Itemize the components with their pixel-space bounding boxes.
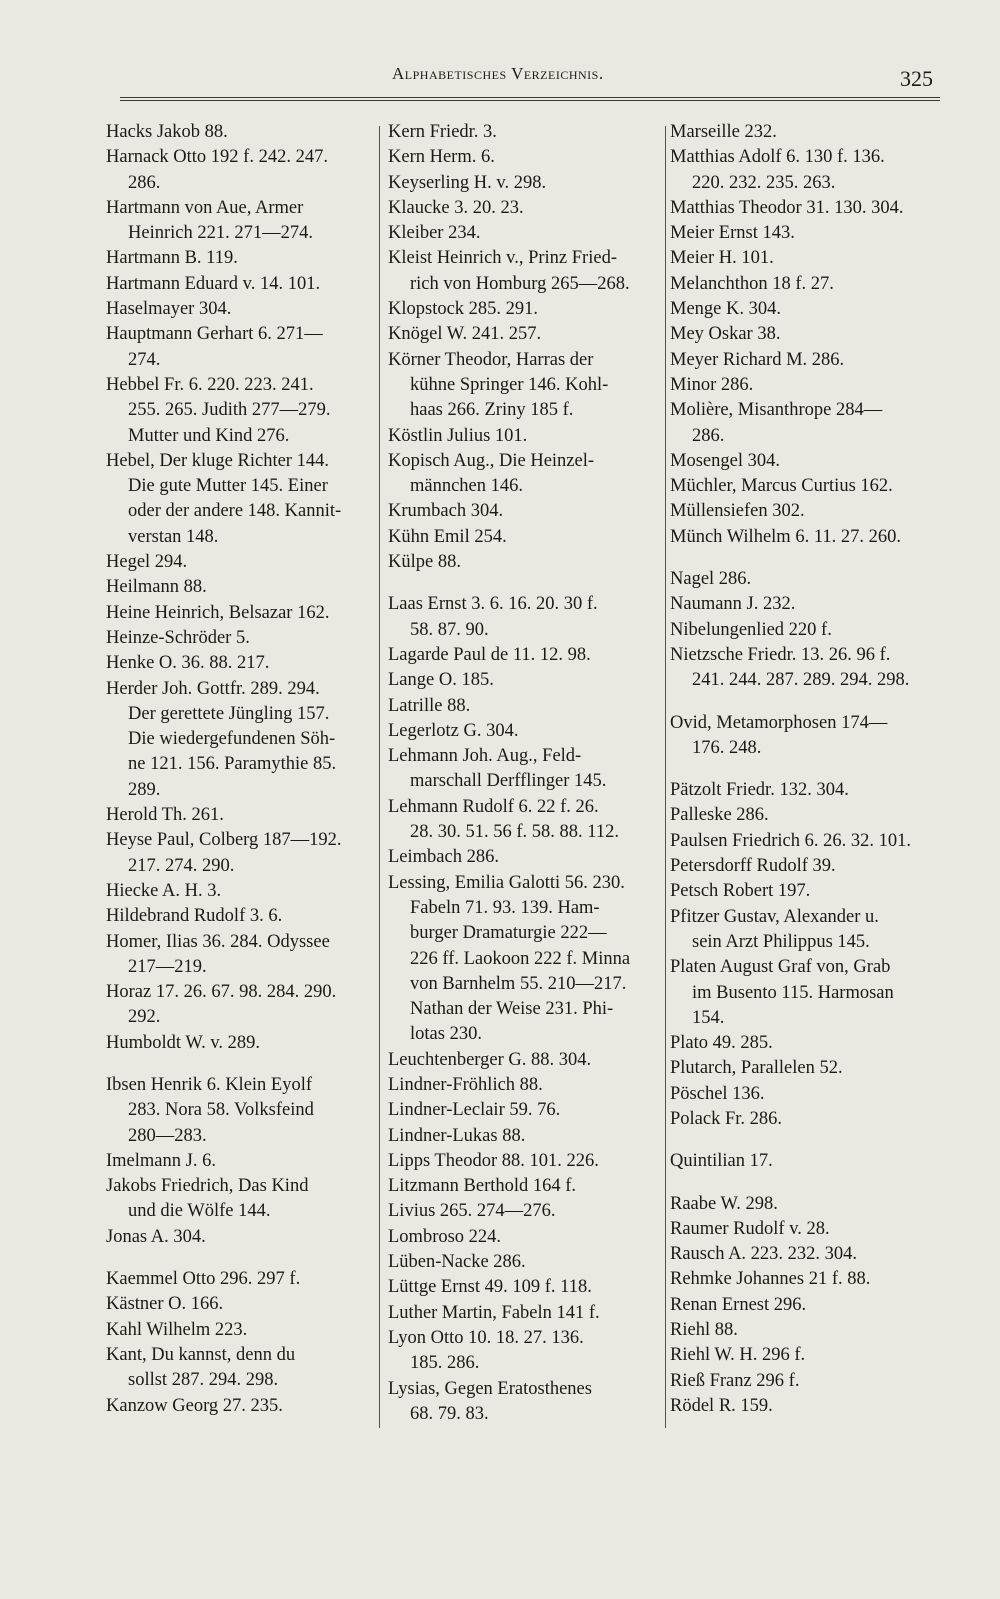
index-column-3 [670, 120, 942, 1419]
index-entry: Kanzow Georg 27. 235. [106, 1395, 283, 1416]
index-entry-continuation: 292. [128, 1007, 161, 1028]
index-entry: Jakobs Friedrich, Das Kind [106, 1176, 309, 1197]
index-entry-continuation: 226 ff. Laokoon 222 f. Minna [410, 948, 631, 969]
index-entry-continuation: 286. [128, 172, 161, 193]
index-entry: Quintilian 17. [670, 1151, 773, 1172]
index-entry: Kern Friedr. 3. [388, 122, 497, 142]
index-entry-continuation: und die Wölfe 144. [128, 1201, 271, 1222]
index-column-1 [106, 120, 374, 1419]
index-entry: Hegel 294. [106, 552, 188, 573]
index-entry: Lindner-Fröhlich 88. [388, 1074, 543, 1095]
index-entry-continuation: Der gerettete Jüngling 157. [128, 703, 330, 724]
index-entry: Nibelungenlied 220 f. [670, 619, 832, 640]
index-entry: Renan Ernest 296. [670, 1294, 807, 1315]
index-entry-continuation: lotas 230. [410, 1024, 482, 1045]
column-divider [665, 126, 666, 1428]
index-entry: Rieß Franz 296 f. [670, 1370, 800, 1391]
index-column-2 [388, 120, 656, 1427]
index-entry: Minor 286. [670, 374, 754, 395]
index-entry: Meier H. 101. [670, 248, 774, 269]
index-entry-continuation: 217. 274. 290. [128, 855, 235, 876]
index-entry: Rehmke Johannes 21 f. 88. [670, 1269, 871, 1290]
index-entry: Petsch Robert 197. [670, 881, 811, 902]
index-entry: Naumann J. 232. [670, 594, 796, 615]
index-entry-continuation: 154. [692, 1007, 725, 1028]
index-entry: Hartmann von Aue, Armer [106, 197, 304, 218]
index-entry: Kühn Emil 254. [388, 526, 507, 547]
index-entry: Nietzsche Friedr. 13. 26. 96 f. [670, 644, 891, 665]
index-entry: Henke O. 36. 88. 217. [106, 653, 270, 674]
index-entry: Lyon Otto 10. 18. 27. 136. [388, 1327, 584, 1348]
index-entry-continuation: 220. 232. 235. 263. [692, 172, 836, 193]
index-entry: Lüttge Ernst 49. 109 f. 118. [388, 1277, 592, 1298]
index-entry: Klaucke 3. 20. 23. [388, 197, 524, 218]
index-entry: Heyse Paul, Colberg 187—192. [106, 830, 342, 851]
index-entry: Herold Th. 261. [106, 805, 224, 826]
index-entry: Hartmann B. 119. [106, 248, 238, 269]
index-entry: Hildebrand Rudolf 3. 6. [106, 906, 283, 927]
index-entry: Kahl Wilhelm 223. [106, 1319, 248, 1340]
index-entry: Latrille 88. [388, 695, 471, 716]
index-entry: Paulsen Friedrich 6. 26. 32. 101. [670, 830, 911, 851]
index-entry: Pätzolt Friedr. 132. 304. [670, 780, 849, 801]
index-entry: Hiecke A. H. 3. [106, 880, 222, 901]
index-entry-continuation: 289. [128, 779, 161, 800]
index-entry-continuation: sollst 287. 294. 298. [128, 1370, 279, 1391]
index-entry-continuation: Nathan der Weise 231. Phi- [410, 999, 614, 1020]
index-entry: Meier Ernst 143. [670, 223, 795, 244]
index-entry-continuation: Die gute Mutter 145. Einer [128, 476, 328, 497]
index-entry-continuation: 280—283. [128, 1125, 207, 1146]
index-entry: Leuchtenberger G. 88. 304. [388, 1049, 592, 1070]
index-entry-continuation: Mutter und Kind 276. [128, 425, 290, 446]
index-entry: Köstlin Julius 101. [388, 425, 528, 446]
index-entry: Ovid, Metamorphosen 174— [670, 712, 888, 733]
index-entry-continuation: Fabeln 71. 93. 139. Ham- [410, 897, 600, 918]
index-entry: Haselmayer 304. [106, 299, 232, 320]
column-divider [379, 126, 380, 1428]
index-entry: Knögel W. 241. 257. [388, 324, 542, 345]
index-entry-continuation: ne 121. 156. Paramythie 85. [128, 754, 337, 775]
index-entry: Münch Wilhelm 6. 11. 27. 260. [670, 526, 902, 547]
index-entry-continuation: kühne Springer 146. Kohl- [410, 374, 609, 395]
index-entry-continuation: rich von Homburg 265—268. [410, 273, 630, 294]
index-entry: Pöschel 136. [670, 1083, 765, 1104]
index-entry-continuation: 217—219. [128, 956, 207, 977]
index-entry: Matthias Adolf 6. 130 f. 136. [670, 147, 885, 168]
index-entry-continuation: burger Dramaturgie 222— [410, 923, 607, 944]
index-entry: Polack Fr. 286. [670, 1108, 783, 1129]
index-entry: Klopstock 285. 291. [388, 299, 539, 320]
index-entry-continuation: 283. Nora 58. Volksfeind [128, 1100, 314, 1121]
index-entry: Riehl W. H. 296 f. [670, 1345, 806, 1366]
index-entry: Lagarde Paul de 11. 12. 98. [388, 644, 591, 665]
index-entry-continuation: 286. [692, 425, 725, 446]
index-entry: Pfitzer Gustav, Alexander u. [670, 906, 879, 927]
index-entry: Nagel 286. [670, 569, 752, 590]
index-entry: Lombroso 224. [388, 1226, 502, 1247]
index-entry-continuation: Die wiedergefundenen Söh- [128, 729, 336, 750]
index-entry: Raumer Rudolf v. 28. [670, 1218, 830, 1239]
index-entry: Lessing, Emilia Galotti 56. 230. [388, 872, 625, 893]
index-entry: Lange O. 185. [388, 670, 494, 691]
index-entry: Lipps Theodor 88. 101. 226. [388, 1150, 599, 1171]
index-entry-continuation: von Barnhelm 55. 210—217. [410, 973, 627, 994]
running-title: Alphabetisches Verzeichnis. [392, 64, 604, 83]
index-entry-continuation: oder der andere 148. Kannit- [128, 501, 342, 522]
index-entry: Kant, Du kannst, denn du [106, 1344, 296, 1365]
index-entry: Harnack Otto 192 f. 242. 247. [106, 147, 328, 168]
index-entry: Kästner O. 166. [106, 1294, 224, 1315]
index-entry: Krumbach 304. [388, 501, 504, 522]
index-entry: Meyer Richard M. 286. [670, 349, 845, 370]
index-entry: Plato 49. 285. [670, 1033, 773, 1054]
index-entry-continuation: 185. 286. [410, 1353, 480, 1374]
index-entry: Lehmann Joh. Aug., Feld- [388, 746, 582, 767]
index-entry: Raabe W. 298. [670, 1193, 778, 1214]
index-entry-continuation: haas 266. Zriny 185 f. [410, 400, 574, 421]
index-entry: Lysias, Gegen Eratosthenes [388, 1378, 592, 1399]
index-entry: Lüben-Nacke 286. [388, 1252, 526, 1273]
index-entry: Litzmann Berthold 164 f. [388, 1176, 577, 1197]
index-entry: Lindner-Lukas 88. [388, 1125, 526, 1146]
index-entry: Molière, Misanthrope 284— [670, 400, 883, 421]
index-entry-continuation: männchen 146. [410, 476, 524, 497]
header-rule-thin [120, 100, 940, 101]
index-entry: Külpe 88. [388, 552, 461, 573]
index-entry: Kopisch Aug., Die Heinzel- [388, 450, 595, 471]
index-entry: Heilmann 88. [106, 577, 207, 598]
index-entry-continuation: 241. 244. 287. 289. 294. 298. [692, 670, 910, 691]
index-entry-continuation: 176. 248. [692, 737, 762, 758]
index-entry: Melanchthon 18 f. 27. [670, 273, 834, 294]
index-entry: Mosengel 304. [670, 450, 780, 471]
index-entry: Herder Joh. Gottfr. 289. 294. [106, 678, 320, 699]
index-entry: Livius 265. 274—276. [388, 1201, 556, 1222]
index-entry-continuation: Heinrich 221. 271—274. [128, 223, 313, 244]
index-entry: Rödel R. 159. [670, 1395, 773, 1416]
index-entry-continuation: 274. [128, 349, 161, 370]
index-entry: Horaz 17. 26. 67. 98. 284. 290. [106, 982, 337, 1003]
index-entry: Lehmann Rudolf 6. 22 f. 26. [388, 796, 599, 817]
index-entry: Müchler, Marcus Curtius 162. [670, 476, 893, 497]
index-entry: Platen August Graf von, Grab [670, 957, 891, 978]
header-rule [120, 97, 940, 98]
index-entry: Humboldt W. v. 289. [106, 1032, 261, 1053]
index-entry: Lindner-Leclair 59. 76. [388, 1100, 561, 1121]
index-entry: Kaemmel Otto 296. 297 f. [106, 1269, 301, 1290]
index-entry: Homer, Ilias 36. 284. Odyssee [106, 931, 330, 952]
index-entry: Matthias Theodor 31. 130. 304. [670, 197, 904, 218]
index-entry: Legerlotz G. 304. [388, 720, 519, 741]
index-entry-continuation: im Busento 115. Harmosan [692, 982, 894, 1003]
index-entry: Leimbach 286. [388, 847, 499, 868]
index-entry: Rausch A. 223. 232. 304. [670, 1244, 858, 1265]
index-entry: Heinze-Schröder 5. [106, 627, 250, 648]
index-entry: Müllensiefen 302. [670, 501, 805, 522]
index-entry: Laas Ernst 3. 6. 16. 20. 30 f. [388, 594, 598, 615]
index-entry: Keyserling H. v. 298. [388, 172, 547, 193]
index-entry: Jonas A. 304. [106, 1226, 206, 1247]
index-entry: Körner Theodor, Harras der [388, 349, 594, 370]
index-entry: Plutarch, Parallelen 52. [670, 1058, 843, 1079]
index-entry: Hebbel Fr. 6. 220. 223. 241. [106, 374, 314, 395]
index-entry-continuation: marschall Derfflinger 145. [410, 771, 607, 792]
index-entry: Kleiber 234. [388, 223, 481, 244]
index-entry: Kern Herm. 6. [388, 147, 495, 168]
index-entry: Hacks Jakob 88. [106, 122, 228, 142]
index-entry: Kleist Heinrich v., Prinz Fried- [388, 248, 617, 269]
index-entry: Ibsen Henrik 6. Klein Eyolf [106, 1074, 313, 1095]
index-entry: Palleske 286. [670, 805, 769, 826]
index-entry-continuation: 68. 79. 83. [410, 1403, 489, 1424]
index-entry-continuation: 255. 265. Judith 277—279. [128, 400, 331, 421]
index-entry: Imelmann J. 6. [106, 1150, 216, 1171]
index-entry: Heine Heinrich, Belsazar 162. [106, 602, 330, 623]
index-entry: Menge K. 304. [670, 299, 781, 320]
index-entry-continuation: 28. 30. 51. 56 f. 58. 88. 112. [410, 822, 619, 843]
index-entry: Riehl 88. [670, 1320, 738, 1341]
index-entry: Hartmann Eduard v. 14. 101. [106, 273, 321, 294]
page-number: 325 [900, 66, 933, 91]
index-entry: Hebel, Der kluge Richter 144. [106, 450, 329, 471]
index-entry: Marseille 232. [670, 122, 777, 142]
index-entry-continuation: 58. 87. 90. [410, 619, 489, 640]
index-entry: Petersdorff Rudolf 39. [670, 856, 836, 877]
index-entry-continuation: verstan 148. [128, 526, 219, 547]
index-entry: Hauptmann Gerhart 6. 271— [106, 324, 323, 345]
index-entry-continuation: sein Arzt Philippus 145. [692, 931, 870, 952]
index-entry: Luther Martin, Fabeln 141 f. [388, 1302, 600, 1323]
index-entry: Mey Oskar 38. [670, 324, 781, 345]
